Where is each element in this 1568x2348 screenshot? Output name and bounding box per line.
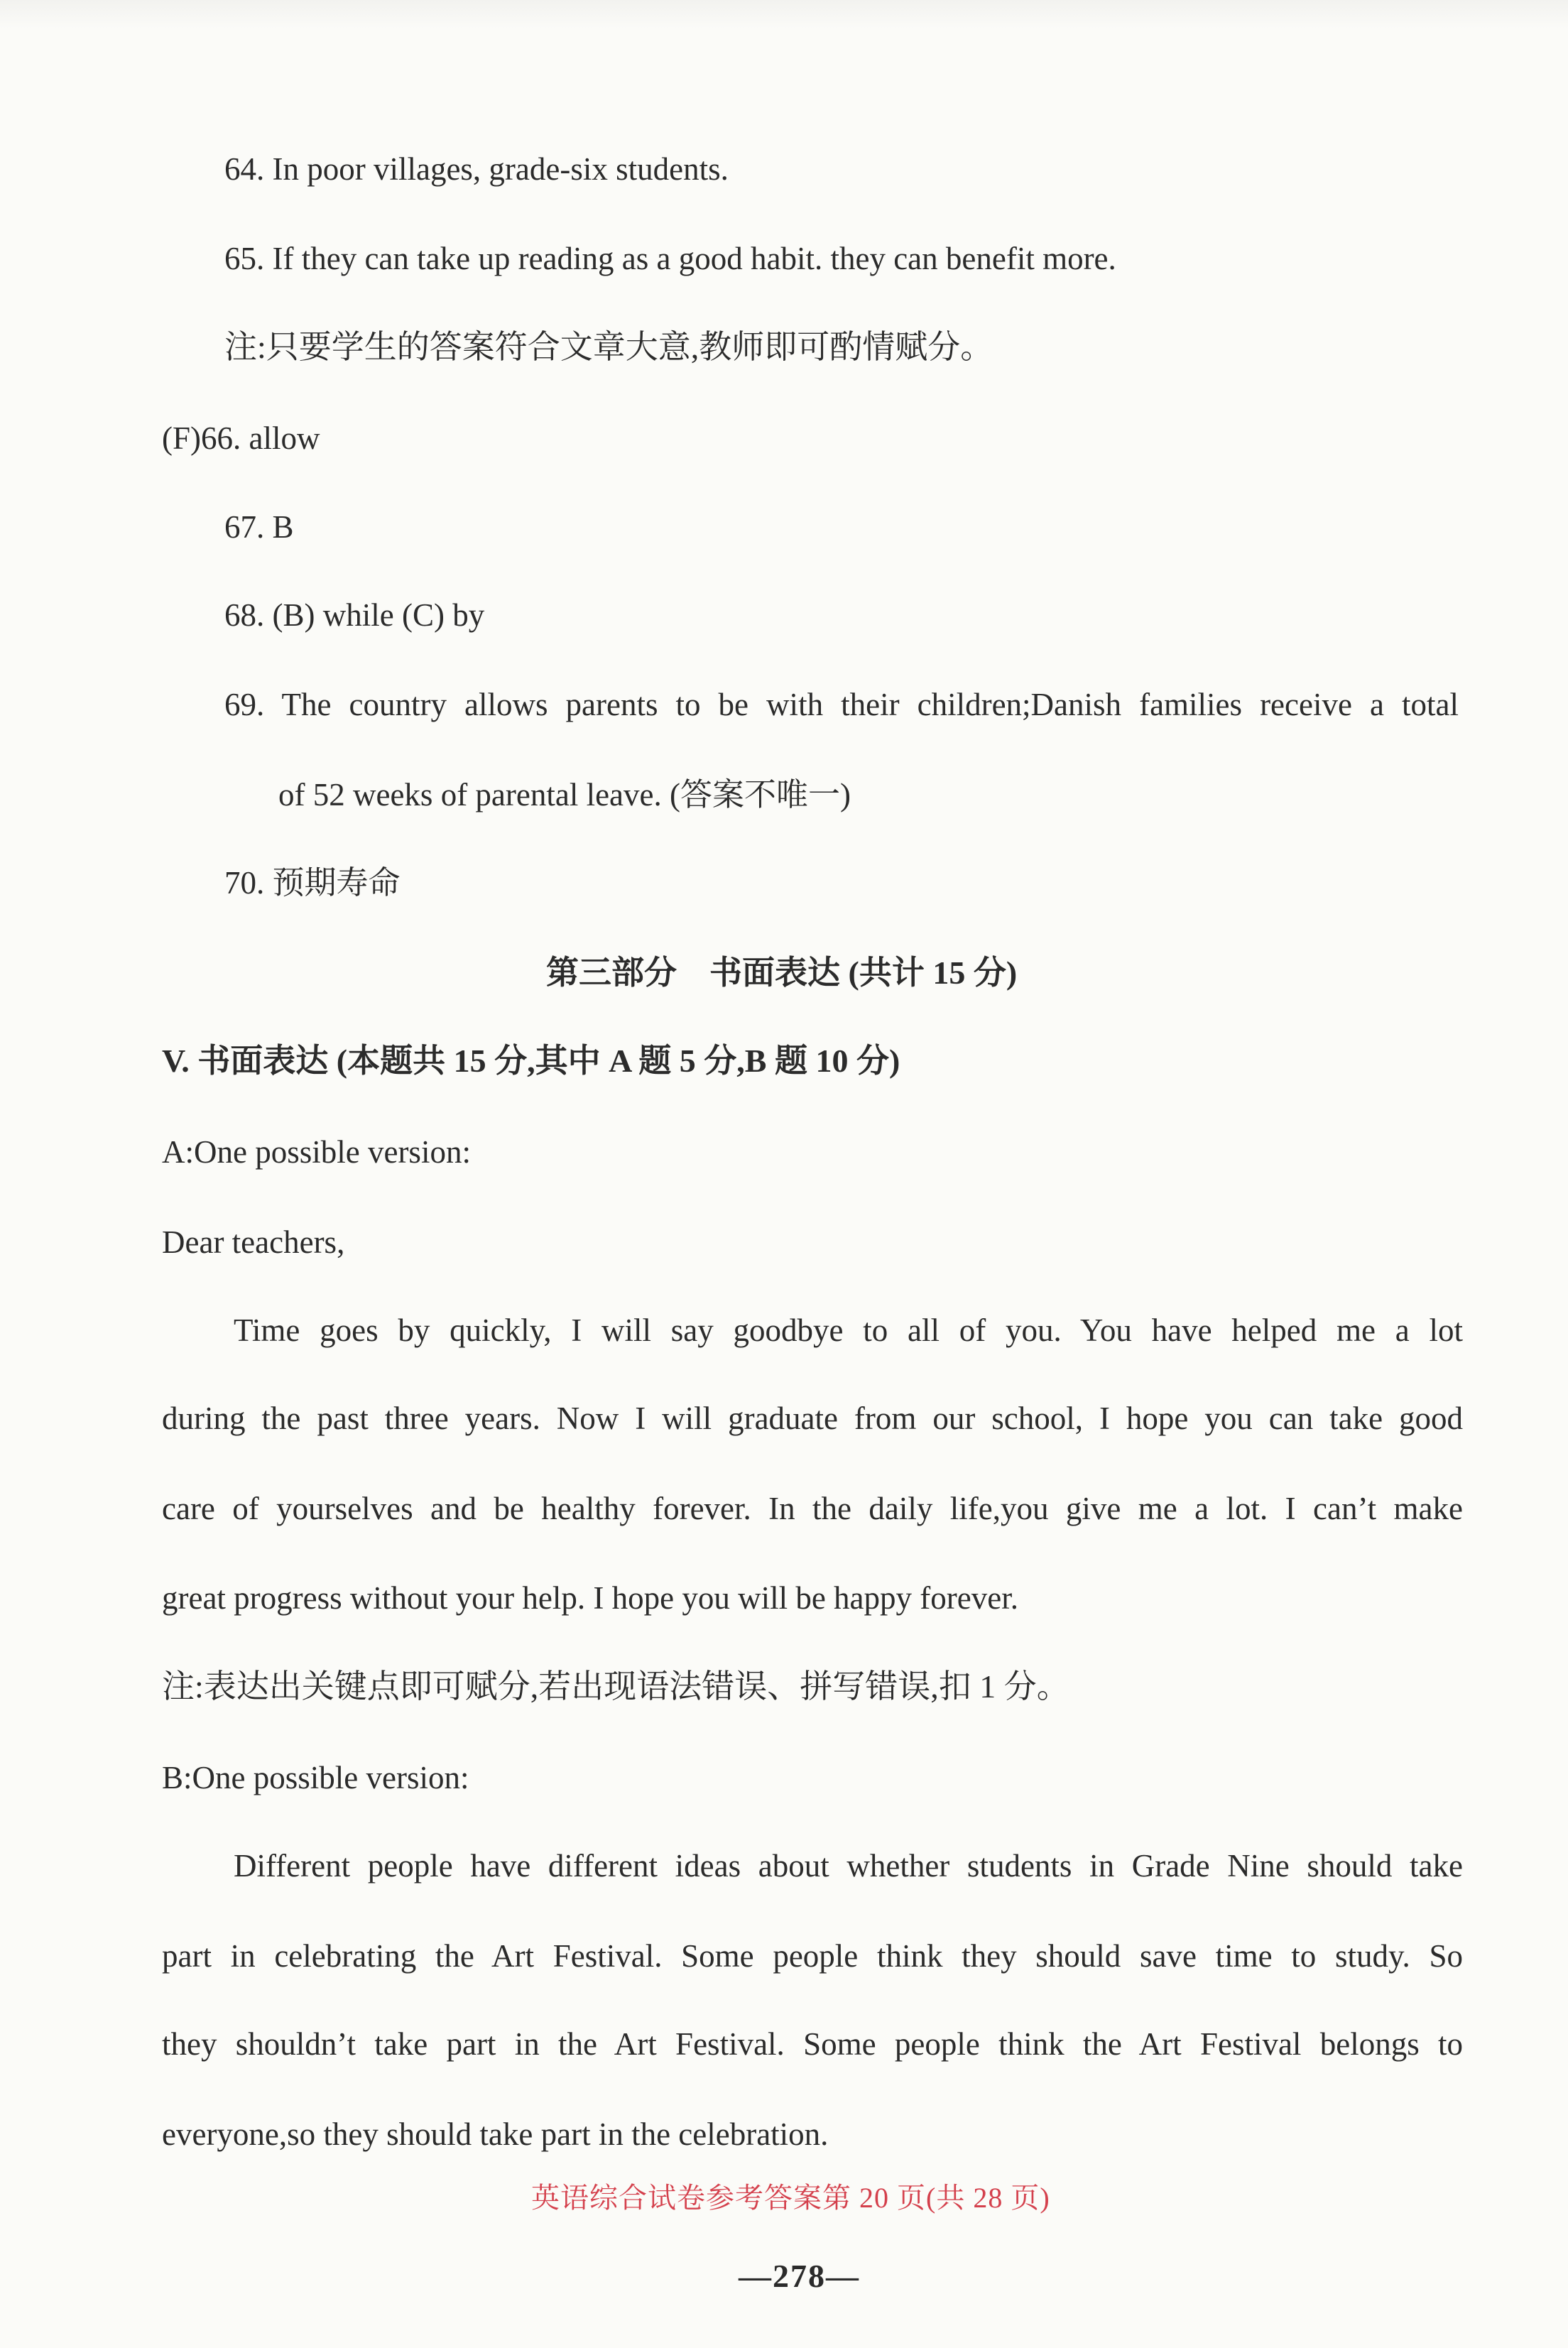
writing-b-line-1: Different people have different ideas about whether students in Grade Nine should take	[234, 1848, 1463, 1884]
page-number: —278—	[739, 2258, 860, 2294]
writing-b-line-3: they shouldn’t take part in the Art Festival. Some people think the Art Festival belongs to	[162, 2026, 1463, 2062]
writing-b-line-2: part in celebrating the Art Festival. Some people think they should save time to study. So	[162, 1938, 1463, 1974]
writing-a-line-2: during the past three years. Now I will graduate from our school, I hope you can take good	[162, 1401, 1463, 1436]
answer-67: 67. B	[224, 509, 294, 545]
answer-69-line-2: of 52 weeks of parental leave. (答案不唯一)	[278, 777, 851, 812]
writing-a-grading-note: 注:表达出关键点即可赋分,若出现语法错误、拼写错误,扣 1 分。	[162, 1668, 1069, 1705]
part-three-title: 第三部分 书面表达 (共计 15 分)	[546, 955, 1018, 991]
answer-66: (F)66. allow	[162, 420, 320, 456]
writing-b-line-4: everyone,so they should take part in the celebration.	[162, 2116, 829, 2152]
answer-68: 68. (B) while (C) by	[224, 597, 485, 633]
letter-salutation: Dear teachers,	[162, 1224, 345, 1260]
answer-64: 64. In poor villages, grade-six students.	[224, 151, 729, 187]
writing-b-label: B:One possible version:	[162, 1760, 469, 1795]
writing-a-line-4: great progress without your help. I hope you will be happy forever.	[162, 1580, 1018, 1616]
answer-69-line-1: 69. The country allows parents to be with their children;Danish families receive a total	[224, 687, 1459, 722]
writing-section-heading: V. 书面表达 (本题共 15 分,其中 A 题 5 分,B 题 10 分)	[162, 1043, 900, 1079]
answer-70: 70. 预期寿命	[224, 865, 401, 901]
writing-a-line-1: Time goes by quickly, I will say goodbye to all of you. You have helped me a lot	[234, 1312, 1463, 1348]
writing-a-line-3: care of yourselves and be healthy forever. In the daily life,you give me a lot. I can’t make	[162, 1491, 1463, 1526]
footer-caption: 英语综合试卷参考答案第 20 页(共 28 页)	[531, 2182, 1050, 2214]
writing-a-label: A:One possible version:	[162, 1134, 471, 1170]
answer-65: 65. If they can take up reading as a good habit. they can benefit more.	[224, 241, 1116, 276]
grading-note: 注:只要学生的答案符合文章大意,教师即可酌情赋分。	[224, 329, 993, 365]
